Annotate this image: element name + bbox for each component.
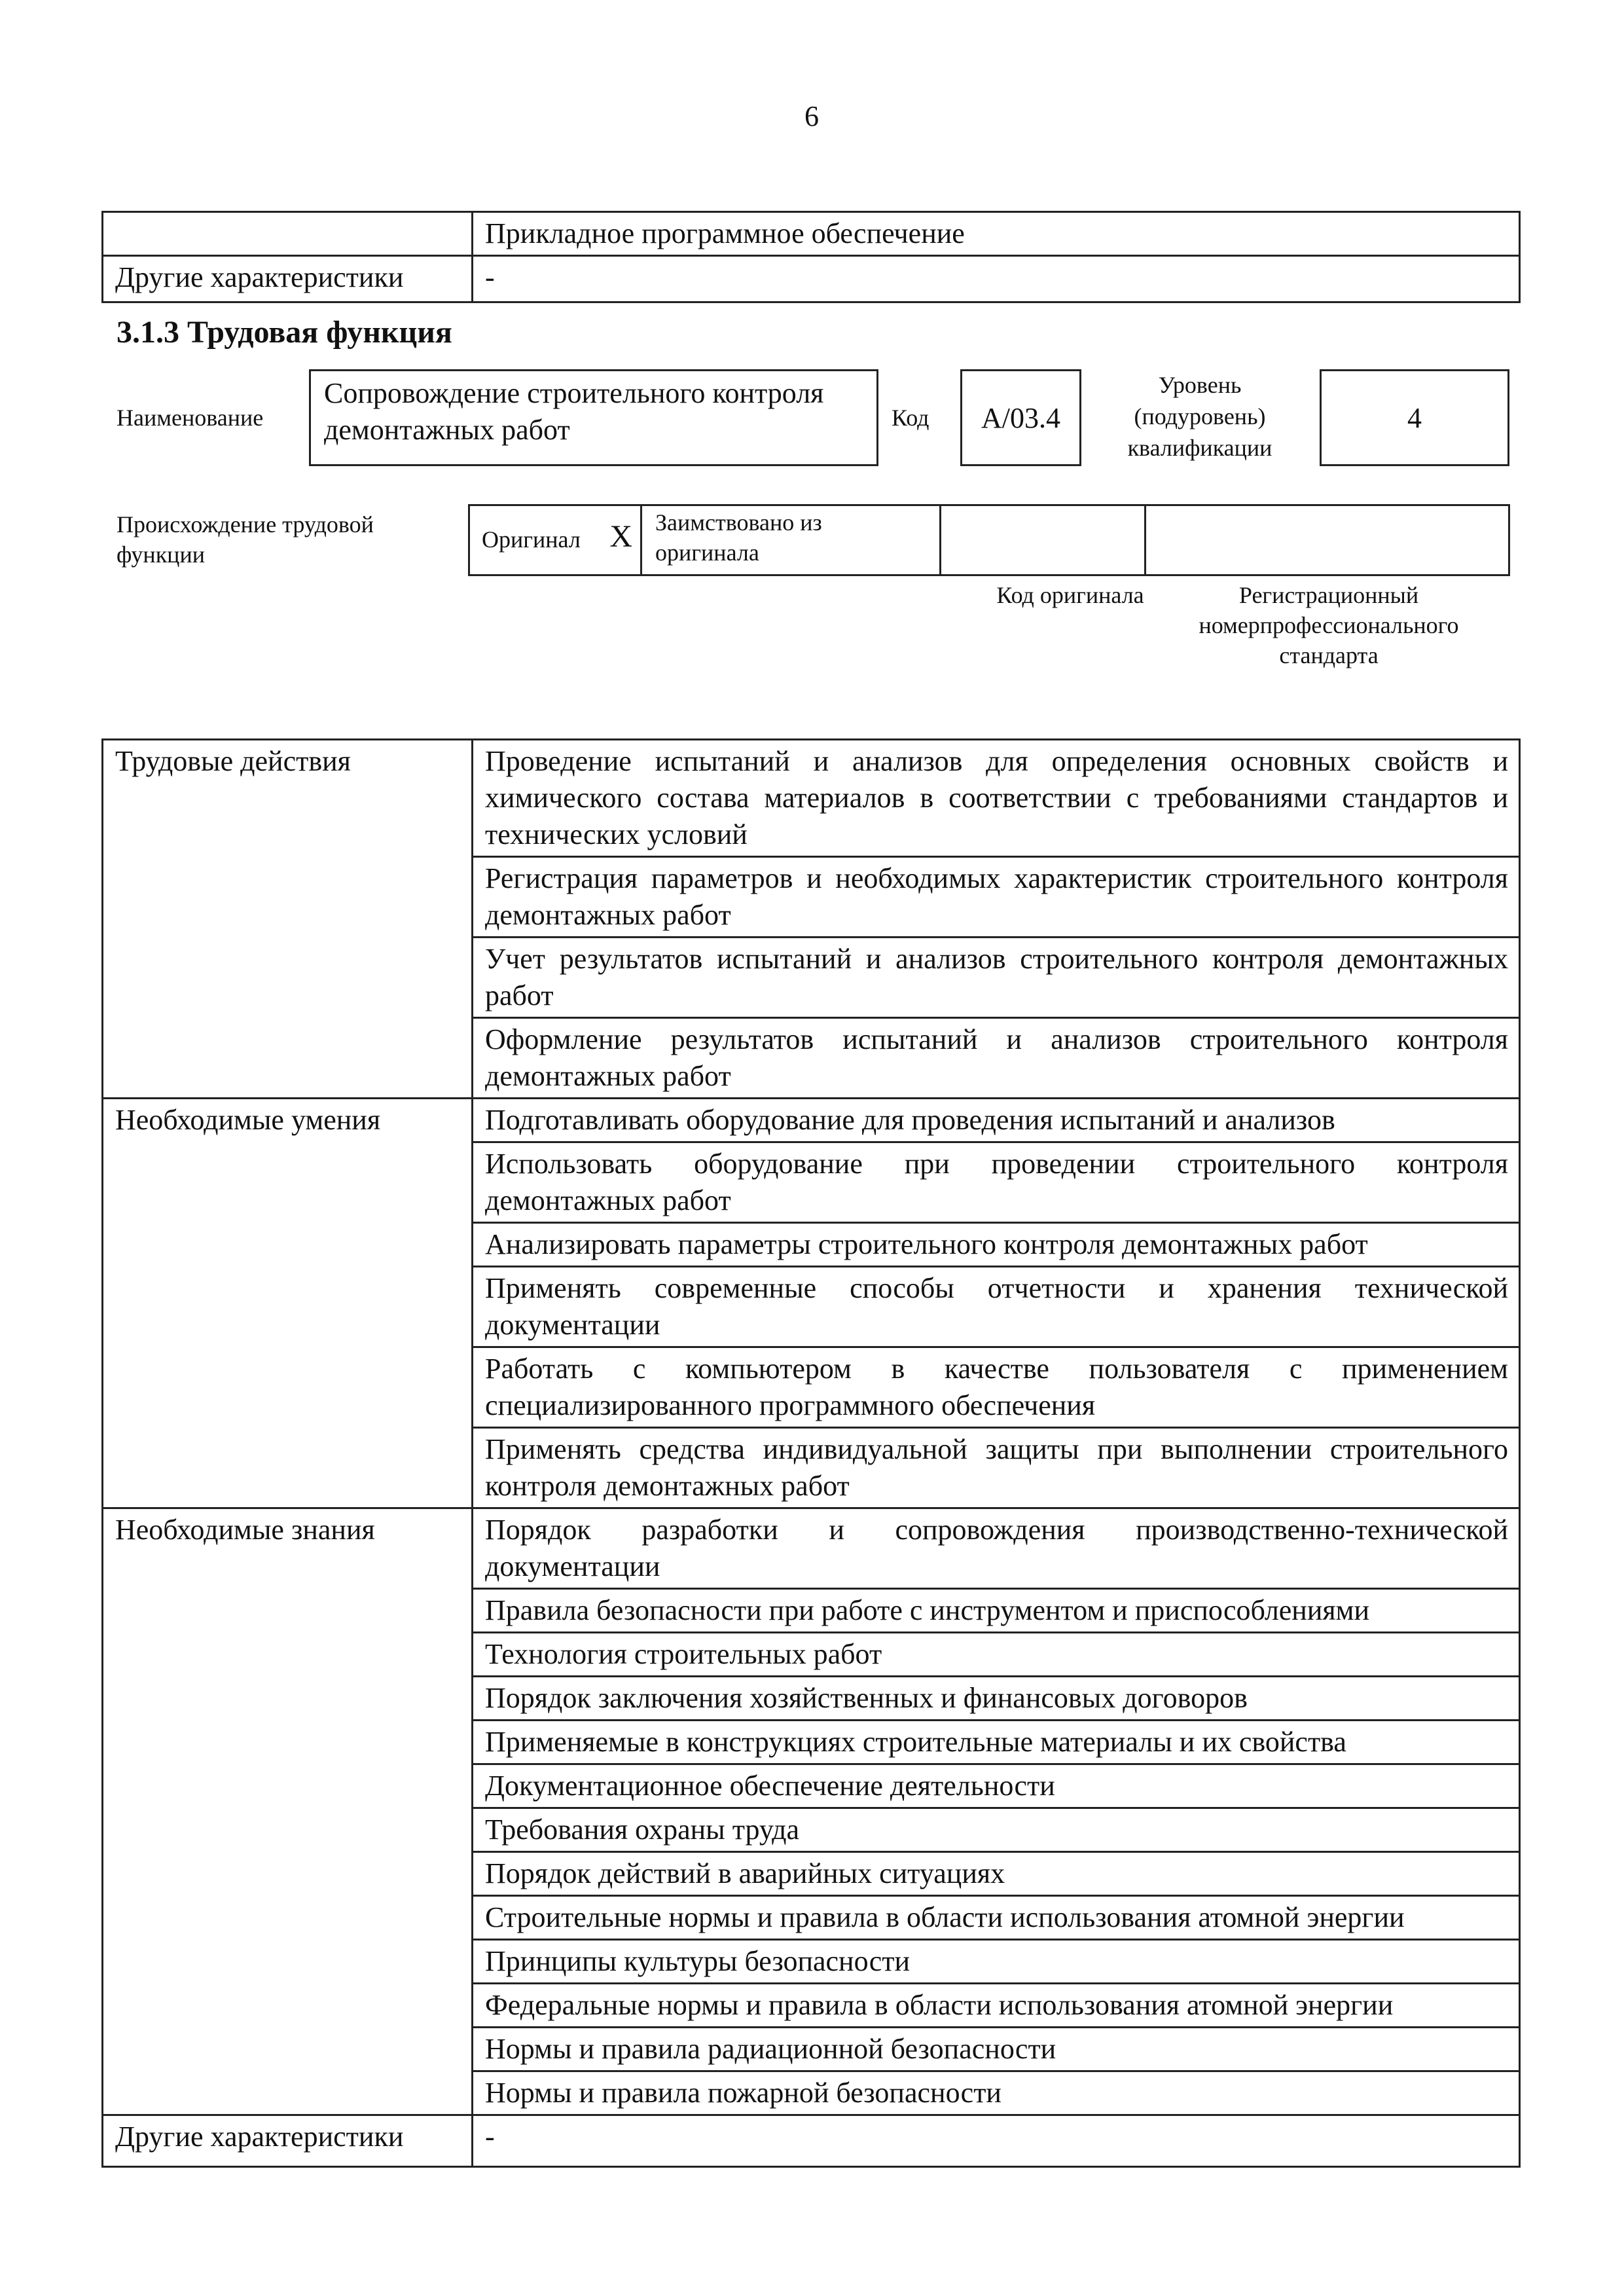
borrowed-cell <box>641 505 941 575</box>
group-item: Требования охраны труда <box>473 1808 1520 1852</box>
table-row <box>103 740 1520 857</box>
origin-row <box>469 505 1509 575</box>
group-item: Принципы культуры безопасности <box>473 1940 1520 1984</box>
group-item: Федеральные нормы и правила в области использования атомной энергии <box>473 1984 1520 2028</box>
group-label: Необходимые знания <box>103 1508 473 2115</box>
top-table-value: - <box>473 256 1520 302</box>
group-label: Другие характеристики <box>103 2115 473 2167</box>
group-item: Применять современные способы отчетности и хранения технической документации <box>473 1267 1520 1347</box>
group-item: Технология строительных работ <box>473 1633 1520 1677</box>
group-item: Учет результатов испытаний и анализов строительного контроля демонтажных работ <box>473 938 1520 1018</box>
group-item: Нормы и правила пожарной безопасности <box>473 2071 1520 2115</box>
level-value-box <box>1320 369 1509 466</box>
group-item: Нормы и правила радиационной безопасности <box>473 2028 1520 2071</box>
code-original-caption: Код оригинала <box>996 582 1144 608</box>
group-item: Порядок заключения хозяйственных и финансовых договоров <box>473 1677 1520 1721</box>
group-item: Анализировать параметры строительного контроля демонтажных работ <box>473 1223 1520 1267</box>
top-table-value: Прикладное программное обеспечение <box>473 212 1520 256</box>
top-table-row <box>103 212 1520 256</box>
group-item: Строительные нормы и правила в области использования атомной энергии <box>473 1896 1520 1940</box>
group-item: Работать с компьютером в качестве пользователя с применением специализированного программного обеспечения <box>473 1347 1520 1428</box>
section-heading: 3.1.3 Трудовая функция <box>117 315 452 350</box>
top-table <box>101 211 1521 303</box>
table-row <box>103 1099 1520 1142</box>
name-value-box <box>309 369 878 466</box>
table-row <box>103 2115 1520 2167</box>
code-label: Код <box>892 405 929 431</box>
code-original-cell <box>941 505 1146 575</box>
name-value: Сопровождение строительного контроля демонтажных работ <box>324 377 824 446</box>
group-label: Необходимые умения <box>103 1099 473 1508</box>
code-value-box <box>960 369 1081 466</box>
level-label: Уровень (подуровень) квалификации <box>1127 372 1272 461</box>
name-label: Наименование <box>117 405 264 431</box>
reg-number-caption: Регистрационный номерпрофессионального стандарта <box>1199 582 1459 668</box>
group-item: - <box>473 2115 1520 2167</box>
group-item: Регистрация параметров и необходимых характеристик строительного контроля демонтажных работ <box>473 857 1520 938</box>
group-item: Использовать оборудование при проведении строительного контроля демонтажных работ <box>473 1142 1520 1223</box>
main-table <box>101 738 1521 2168</box>
group-item: Порядок разработки и сопровождения производственно-технической документации <box>473 1508 1520 1589</box>
group-item: Порядок действий в аварийных ситуациях <box>473 1852 1520 1896</box>
group-item: Проведение испытаний и анализов для определения основных свойств и химического состава материалов в соответствии с требованиями стандартов и технических условий <box>473 740 1520 857</box>
level-value: 4 <box>1407 402 1422 434</box>
group-item: Правила безопасности при работе с инструментом и приспособлениями <box>473 1589 1520 1633</box>
borrowed-label: Заимствовано из оригинала <box>655 509 822 566</box>
page-number: 6 <box>804 100 819 132</box>
top-table-row <box>103 256 1520 302</box>
origin-table <box>468 504 1510 576</box>
reg-number-cell <box>1146 505 1509 575</box>
group-item: Подготавливать оборудование для проведения испытаний и анализов <box>473 1099 1520 1142</box>
group-item: Документационное обеспечение деятельности <box>473 1764 1520 1808</box>
table-row <box>103 1508 1520 1589</box>
original-mark: X <box>609 519 632 554</box>
group-item: Оформление результатов испытаний и анализов строительного контроля демонтажных работ <box>473 1018 1520 1099</box>
group-item: Применять средства индивидуальной защиты при выполнении строительного контроля демонтажных работ <box>473 1428 1520 1508</box>
code-value: А/03.4 <box>981 402 1060 434</box>
origin-label: Происхождение трудовой функции <box>117 511 374 568</box>
group-item: Применяемые в конструкциях строительные материалы и их свойства <box>473 1721 1520 1764</box>
top-table-label: Другие характеристики <box>103 256 473 302</box>
group-label: Трудовые действия <box>103 740 473 1099</box>
original-label: Оригинал <box>482 526 581 553</box>
